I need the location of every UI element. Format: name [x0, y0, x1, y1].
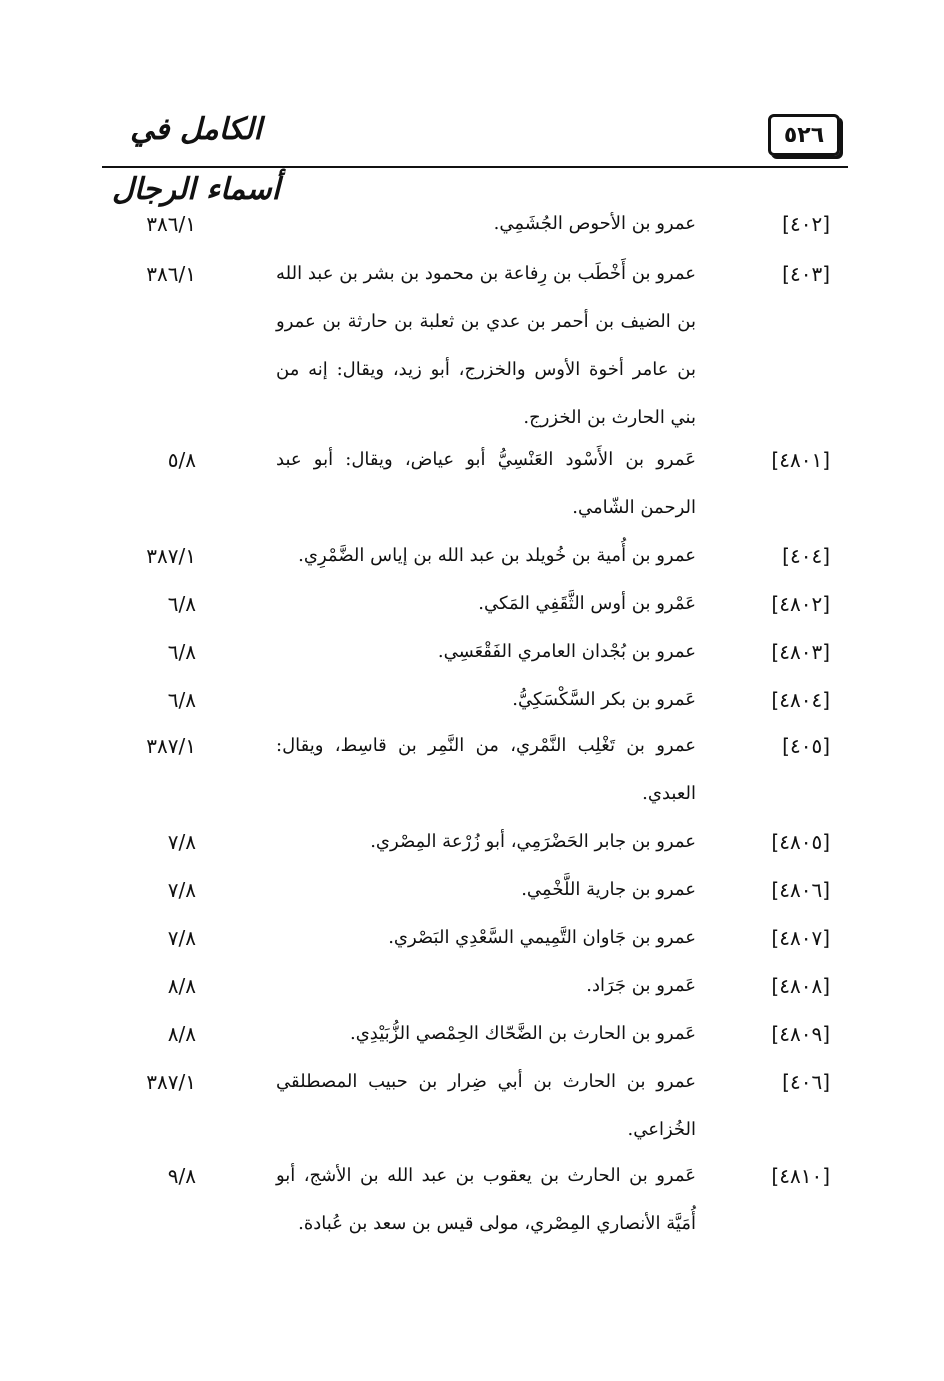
entry-number: [٤٨٠٧]: [771, 926, 830, 950]
entry-number: [٤٠٥]: [782, 734, 830, 758]
entry-number: [٤٨٠٩]: [771, 1022, 830, 1046]
entry-name-text: عمرو بن جارية اللَّخْمِي.: [521, 879, 696, 900]
entry-name-text: عَمرو بن الأَسْود العَنْسِيُّ أبو عياض، ويقال: أبو عبد الرحمن الشّامي.: [276, 449, 696, 518]
entry-name-text: عمرو بن جابر الحَضْرَمِي، أبو زُرْعة المِصْري.: [370, 831, 696, 852]
entry-volume-page-ref: ٦/٨: [167, 592, 196, 616]
entry-volume-page-ref: ٦/٨: [167, 640, 196, 664]
page-number: ٥٢٦: [768, 114, 840, 156]
entry-name-text: عمرو بن أُمية بن خُويلد بن عبد الله بن إياس الضَّمْرِي.: [298, 545, 696, 566]
entry-number: [٤٨٠٣]: [771, 640, 830, 664]
entry-number: [٤٠٣]: [782, 262, 830, 286]
entry-number: [٤٠٢]: [782, 212, 830, 236]
entry-volume-page-ref: ٧/٨: [167, 878, 196, 902]
entry-number: [٤٨٠٦]: [771, 878, 830, 902]
entry-number: [٤٨٠٤]: [771, 688, 830, 712]
entry-volume-page-ref: ٨/٨: [167, 974, 196, 998]
entry-volume-page-ref: ٩/٨: [167, 1164, 196, 1188]
entry-number: [٤٨٠١]: [771, 448, 830, 472]
entry-name-text: عَمرو بن الحارث بن يعقوب بن عبد الله بن الأشج، أبو أُمَيَّة الأنصاري المِصْري، مولى قيس بن سعد بن عُبادة.: [276, 1165, 696, 1234]
entry-name-text: عمرو بن أَخْطَب بن رِفاعة بن محمود بن بشر بن عبد الله بن الضيف بن أحمر بن عدي بن ثعلبة بن حارثة بن عمرو بن عامر أخوة الأوس والخزرج، أبو زيد، ويقال: إنه من بني الحارث بن الخزرج.: [276, 263, 696, 428]
entry-volume-page-ref: ٨/٨: [167, 1022, 196, 1046]
entry-volume-page-ref: ٧/٨: [167, 926, 196, 950]
entry-volume-page-ref: ٣٨٧/١: [146, 1070, 196, 1094]
entry-volume-page-ref: ٣٨٧/١: [146, 734, 196, 758]
entry-number: [٤٨١٠]: [771, 1164, 830, 1188]
entry-name-text: عمرو بن الأحوص الجُشَمِي.: [493, 213, 696, 234]
entry-name-text: عَمرو بن بكر السَّكْسَكِيُّ.: [512, 689, 696, 710]
entry-number: [٤٨٠٥]: [771, 830, 830, 854]
entry-name-text: عَمرو بن جَرَاد.: [586, 975, 696, 996]
entry-number: [٤٠٦]: [782, 1070, 830, 1094]
entry-number: [٤٨٠٢]: [771, 592, 830, 616]
entry-number: [٤٠٤]: [782, 544, 830, 568]
entry-volume-page-ref: ٧/٨: [167, 830, 196, 854]
entry-name-text: عَمْرو بن أوس الثَّقَفِي المَكي.: [478, 593, 696, 614]
entry-volume-page-ref: ٣٨٦/١: [146, 262, 196, 286]
entry-name-text: عمرو بن جَاوان التَّمِيمي السَّعْدِي البَصْري.: [388, 927, 696, 948]
entry-volume-page-ref: ٣٨٧/١: [146, 544, 196, 568]
entry-volume-page-ref: ٦/٨: [167, 688, 196, 712]
entry-name-text: عمرو بن الحارث بن أبي ضِرار بن حبيب المصطلقي الخُزاعي.: [276, 1071, 696, 1140]
entry-number: [٤٨٠٨]: [771, 974, 830, 998]
entry-volume-page-ref: ٣٨٦/١: [146, 212, 196, 236]
entry-name-text: عمرو بن تَغْلِب النَّمْري، من النَّمِر بن قاسِط، ويقال: العبدي.: [276, 735, 696, 804]
entry-name-text: عَمرو بن الحارث بن الضَّحّاك الحِمْصي الزُّبَيْدِي.: [349, 1023, 696, 1044]
book-title: الكامل في أسماء الرجال: [111, 112, 281, 207]
entry-name-text: عمرو بن بُجْدان العامري الفَقْعَسِي.: [437, 641, 696, 662]
entry-volume-page-ref: ٥/٨: [167, 448, 196, 472]
